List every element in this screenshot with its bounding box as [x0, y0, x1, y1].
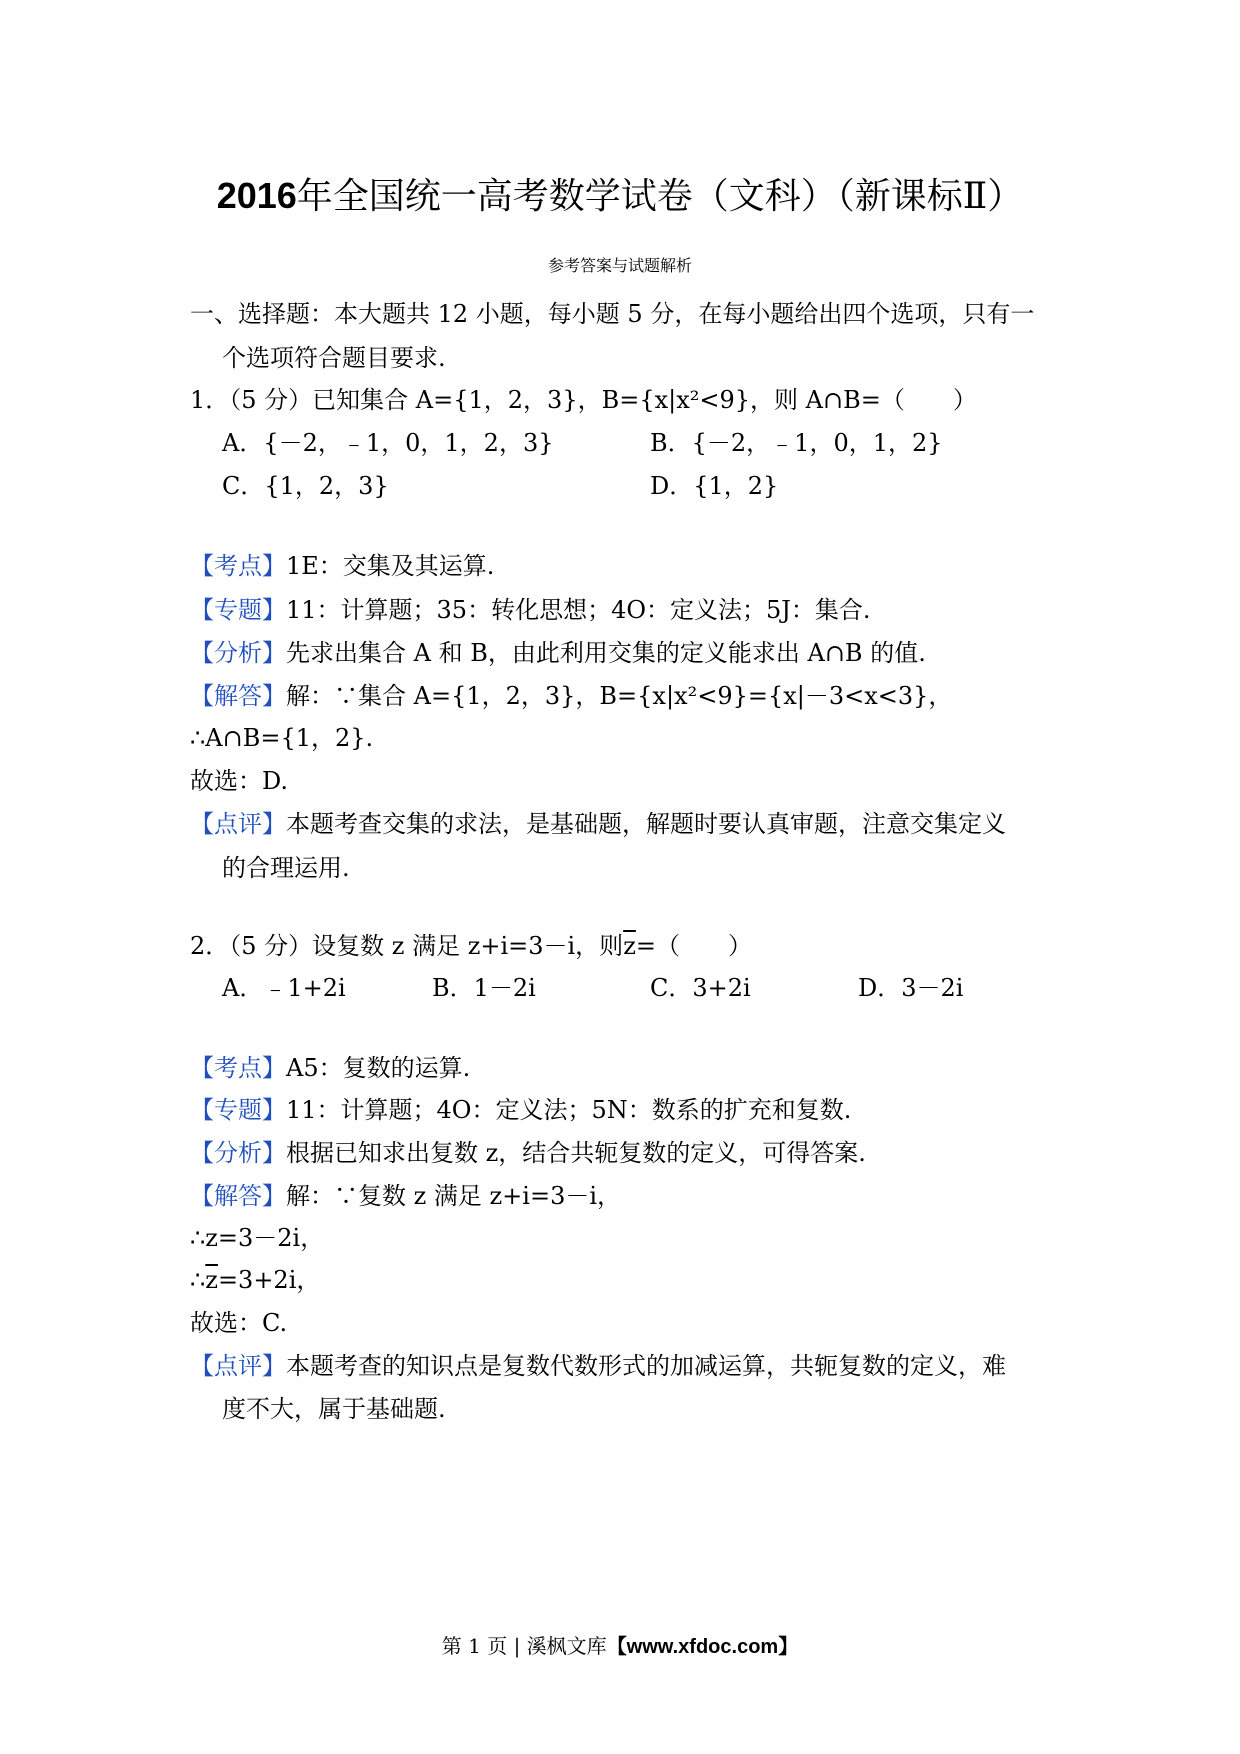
label-jieda: 【解答】 — [190, 1182, 286, 1210]
label-fenxi: 【分析】 — [190, 1139, 286, 1167]
label-zhuanti: 【专题】 — [190, 1096, 286, 1124]
q2-zhuanti — [190, 1094, 851, 1126]
title-year: 2016 — [216, 175, 297, 216]
footer-url[interactable]: 【www.xfdoc.com】 — [606, 1636, 799, 1658]
section-heading-line2: 个选项符合题目要求. — [222, 344, 446, 372]
section-heading-line1: 一、选择题：本大题共 12 小题，每小题 5 分，在每小题给出四个选项，只有一 — [190, 300, 1035, 328]
q2-dianping-line2: 度不大，属于基础题. — [222, 1395, 446, 1423]
q2-jieda3-zbar: $\overline{z}$ — [205, 1266, 218, 1294]
q1-zhuanti-text: 11：计算题；35：转化思想；4O：定义法；5J：集合. — [286, 596, 871, 624]
q1-jieda-line1: 解：∵集合 A={1，2，3}，B={x|x²<9}={x|－3<x<3}， — [286, 682, 953, 710]
q1-fenxi — [190, 637, 926, 669]
q1-dianping-line1: 本题考查交集的求法，是基础题，解题时要认真审题，注意交集定义 — [286, 810, 1006, 838]
q2-jieda3-pre: ∴ — [190, 1266, 206, 1294]
q2-jieda-line4: 故选：C. — [190, 1309, 288, 1337]
q1-stem: 1．（5 分）已知集合 A={1，2，3}，B={x|x²<9}，则 A∩B=（ ） — [190, 386, 977, 414]
q2-jieda — [190, 1180, 621, 1212]
q2-option-b: B．1－2i — [432, 974, 536, 1002]
label-zhuanti: 【专题】 — [190, 596, 286, 624]
label-dianping: 【点评】 — [190, 810, 286, 838]
label-jieda: 【解答】 — [190, 682, 286, 710]
page-footer — [0, 1630, 1240, 1659]
q1-dianping — [190, 808, 1006, 840]
q2-jieda-line1: 解：∵复数 z 满足 z+i=3－i， — [286, 1182, 622, 1210]
q2-stem-pre: 2．（5 分）设复数 z 满足 z+i=3－i，则 — [190, 932, 624, 960]
label-kaodian: 【考点】 — [190, 552, 286, 580]
q2-fenxi-text: 根据已知求出复数 z，结合共轭复数的定义，可得答案. — [286, 1139, 866, 1167]
page-subtitle: 参考答案与试题解析 — [547, 256, 692, 275]
label-fenxi: 【分析】 — [190, 639, 286, 667]
q2-dianping-line1: 本题考查的知识点是复数代数形式的加减运算，共轭复数的定义，难 — [286, 1352, 1006, 1380]
q2-option-a: A．﹣1+2i — [222, 974, 346, 1002]
label-kaodian: 【考点】 — [190, 1054, 286, 1082]
q1-option-a: A．{－2，﹣1，0，1，2，3} — [222, 429, 554, 457]
q2-stem — [190, 930, 752, 962]
q1-dianping-line2: 的合理运用. — [222, 854, 350, 882]
q1-fenxi-text: 先求出集合 A 和 B，由此利用交集的定义能求出 A∩B 的值. — [286, 639, 926, 667]
q1-jieda-line2: ∴A∩B={1，2}. — [190, 724, 374, 752]
q1-kaodian-text: 1E：交集及其运算. — [286, 552, 495, 580]
q2-jieda-line3 — [190, 1264, 320, 1296]
q1-option-c: C．{1，2，3} — [222, 472, 389, 500]
q1-jieda-line3: 故选：D. — [190, 767, 289, 795]
q2-zhuanti-text: 11：计算题；4O：定义法；5N：数系的扩充和复数. — [286, 1096, 852, 1124]
q2-kaodian-text: A5：复数的运算. — [286, 1054, 471, 1082]
page-title — [0, 168, 1240, 219]
footer-page-info: 第 1 页 | 溪枫文库 — [441, 1634, 607, 1658]
q2-dianping — [190, 1350, 1006, 1382]
q2-jieda3-post: =3+2i， — [217, 1266, 321, 1294]
q2-stem-post: =（ ） — [635, 932, 752, 960]
q2-jieda-line2: ∴z=3－2i， — [190, 1224, 325, 1252]
title-text: 年全国统一高考数学试卷（文科）（新课标Ⅱ） — [296, 176, 1024, 217]
q2-kaodian — [190, 1052, 470, 1084]
q2-option-c: C．3+2i — [650, 974, 751, 1002]
q2-stem-zbar: $\overline{z}$ — [623, 932, 636, 960]
label-dianping: 【点评】 — [190, 1352, 286, 1380]
q1-zhuanti — [190, 594, 871, 626]
q1-kaodian — [190, 550, 494, 582]
q1-option-d: D．{1，2} — [650, 472, 779, 500]
q1-jieda — [190, 680, 952, 712]
q1-option-b: B．{－2，﹣1，0，1，2} — [650, 429, 943, 457]
q2-fenxi — [190, 1137, 866, 1169]
q2-option-d: D．3－2i — [858, 974, 964, 1002]
